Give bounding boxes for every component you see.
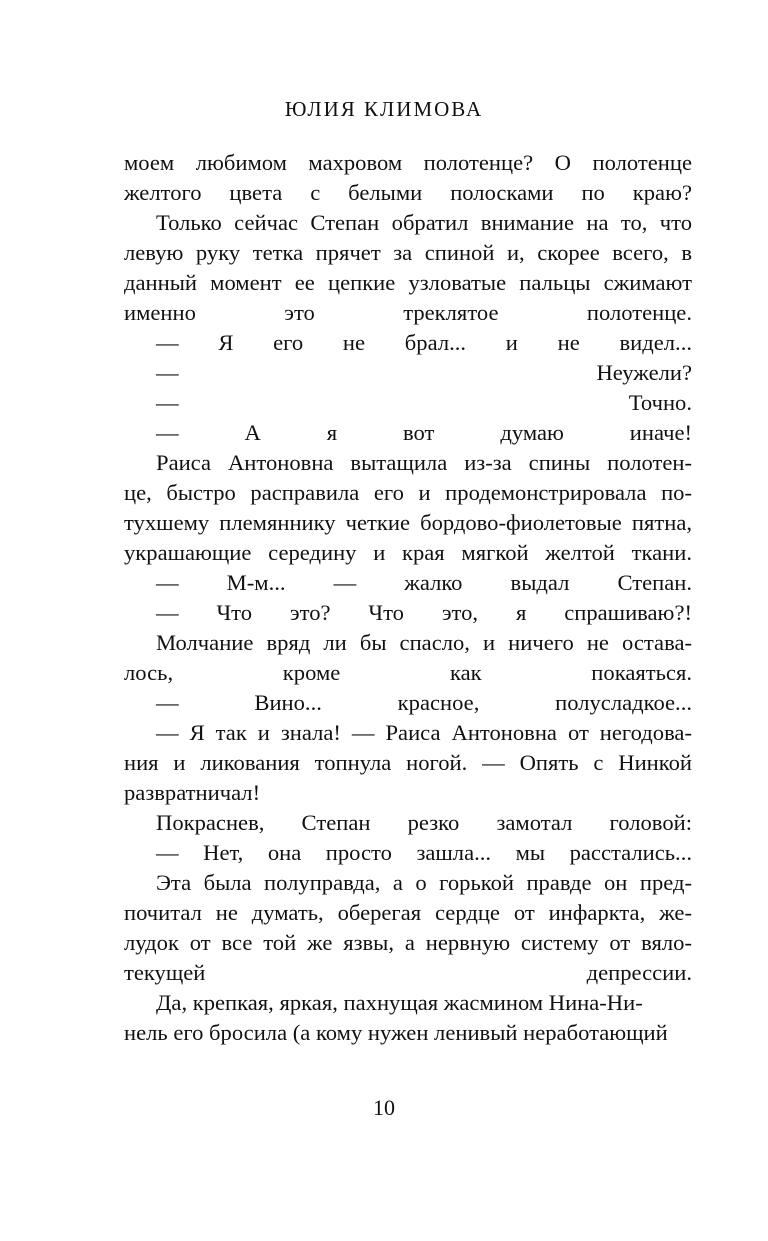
dialogue-line	[124, 418, 692, 448]
text-line: ткани.	[631, 540, 692, 565]
paragraph	[124, 868, 692, 988]
dialogue-line	[124, 688, 692, 718]
paragraph	[124, 628, 692, 688]
paragraph	[124, 148, 692, 208]
text-line: — А я вот думаю иначе!	[156, 420, 692, 445]
text-line: развратничал!	[124, 780, 261, 805]
text-line: нель его бросила (а кому нужен ленивый неработающий	[124, 1020, 668, 1045]
text-line: ния и ликования топнула ногой. — Опять с Нинкой	[124, 750, 692, 775]
text-line: — Неужели?	[156, 360, 692, 385]
text-line: — Я так и знала! — Раиса Антоновна от негодова-	[156, 720, 692, 745]
text-line: — Вино... красное, полусладкое...	[156, 690, 692, 715]
body-text	[124, 148, 692, 1048]
text-line: тухшему племяннику четкие бордово-фиолетовые	[124, 510, 622, 535]
text-line: — Нет, она просто зашла... мы расстались...	[156, 840, 692, 865]
text-line: Да, крепкая, яркая, пахнущая жасмином Нина-Ни-	[156, 990, 643, 1015]
paragraph	[124, 208, 692, 328]
text-line: именно это треклятое полотенце.	[124, 300, 692, 325]
text-line: данный момент ее цепкие узловатые пальцы сжимают	[124, 270, 692, 295]
text-line: Только сейчас Степан обратил внимание на то, что	[156, 210, 692, 235]
text-line: — Точно.	[156, 390, 692, 415]
running-head: ЮЛИЯ КЛИМОВА	[284, 97, 484, 121]
dialogue-line	[124, 568, 692, 598]
text-line: текущей депрессии.	[124, 960, 692, 985]
dialogue-line	[124, 328, 692, 358]
text-line: пятна, украшающие середину и края мягкой желтой	[124, 510, 692, 565]
text-line: це, быстро расправила его и продемонстрировала по-	[124, 480, 692, 505]
text-line: Покраснев, Степан резко замотал головой:	[156, 810, 692, 835]
text-line: левую руку тетка прячет за спиной и, скорее всего, в	[124, 240, 692, 265]
paragraph	[124, 988, 692, 1048]
dialogue-line	[124, 718, 692, 808]
text-line: — Я его не брал... и не видел...	[156, 330, 692, 355]
page-number: 10	[373, 1095, 395, 1120]
text-line: — М-м... — жалко выдал Степан.	[156, 570, 692, 595]
text-line: лось, кроме как покаяться.	[124, 660, 692, 685]
dialogue-line	[124, 838, 692, 868]
paragraph	[124, 808, 692, 838]
text-line: Эта была полуправда, а о горькой правде он пред-	[156, 870, 692, 895]
dialogue-line	[124, 358, 692, 388]
dialogue-line	[124, 598, 692, 628]
text-line: почитал не думать, оберегая сердце от инфаркта, же-	[124, 900, 692, 925]
text-line: Молчание вряд ли бы спасло, и ничего не остава-	[156, 630, 692, 655]
text-line: лудок от все той же язвы, а нервную систему от вяло-	[124, 930, 692, 955]
text-line: желтого цвета с белыми полосками по краю?	[124, 180, 692, 205]
text-line: моем любимом махровом полотенце? О полотенце	[124, 150, 692, 175]
dialogue-line	[124, 388, 692, 418]
paragraph	[124, 448, 692, 568]
text-line: — Что это? Что это, я спрашиваю?!	[156, 600, 692, 625]
text-line: Раиса Антоновна вытащила из-за спины полотен-	[156, 450, 692, 475]
